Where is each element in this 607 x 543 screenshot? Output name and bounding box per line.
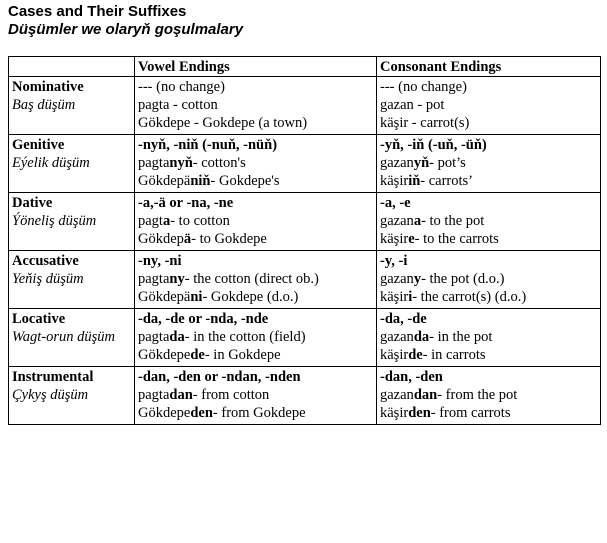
case-cell <box>9 251 135 309</box>
suffix-line: --- (no change) <box>138 79 225 95</box>
example-suffix: y <box>413 271 422 287</box>
example-line <box>380 386 597 404</box>
vowel-endings-cell <box>135 367 377 425</box>
example-stem: Gökdepä <box>138 173 191 189</box>
suffix-line: -da, -de <box>380 311 427 327</box>
cases-table <box>8 56 601 425</box>
consonant-endings-cell <box>377 77 601 135</box>
example-stem: käşir <box>380 347 409 363</box>
example-line <box>138 288 373 306</box>
example-suffix: de <box>408 347 423 363</box>
example-suffix: da <box>169 329 185 345</box>
table-row-locative <box>9 309 601 367</box>
example-suffix: yň <box>413 155 430 171</box>
example-gloss: - from the pot <box>437 387 518 403</box>
example-stem: pagt <box>138 213 163 229</box>
header-case <box>9 57 135 77</box>
example-gloss: - Gokdepe (d.o.) <box>202 289 299 305</box>
example-suffix: den <box>190 405 213 421</box>
example-suffix: dan <box>169 387 193 403</box>
vowel-endings-cell <box>135 309 377 367</box>
example-stem: käşir <box>380 405 409 421</box>
header-vowel-endings: Vowel Endings <box>135 57 377 77</box>
example-suffix: ä <box>183 231 192 247</box>
example-stem: Gökdepä <box>138 289 191 305</box>
example-line: käşir - carrot(s) <box>380 115 470 131</box>
suffix-line: --- (no change) <box>380 79 467 95</box>
example-suffix: a <box>413 213 422 229</box>
case-cell <box>9 135 135 193</box>
example-line <box>138 404 373 422</box>
example-suffix: den <box>408 405 431 421</box>
consonant-endings-cell <box>377 135 601 193</box>
example-gloss: - in the pot <box>429 329 493 345</box>
example-gloss: - the cotton (direct ob.) <box>184 271 319 287</box>
table-row-instrumental <box>9 367 601 425</box>
example-stem: käşir <box>380 289 409 305</box>
example-stem: gazan <box>380 329 414 345</box>
example-suffix: iň <box>408 173 421 189</box>
suffix-line: -nyň, -niň (-nuň, -nüň) <box>138 137 278 153</box>
example-suffix: a <box>162 213 171 229</box>
example-gloss: - to the pot <box>421 213 485 229</box>
suffix-line: -yň, -iň (-uň, -üň) <box>380 137 487 153</box>
case-turkmen-name: Çykyş düşüm <box>12 387 89 403</box>
example-line <box>380 288 597 306</box>
page-subtitle: Düşümler we olaryň goşulmalary <box>8 21 244 38</box>
example-gloss: - the pot (d.o.) <box>421 271 505 287</box>
example-line <box>138 328 373 346</box>
example-line <box>380 328 597 346</box>
table-row-dative <box>9 193 601 251</box>
table-row-nominative <box>9 77 601 135</box>
example-stem: gazan <box>380 155 414 171</box>
example-line <box>380 172 597 190</box>
example-suffix: nyň <box>169 155 193 171</box>
example-stem: gazan <box>380 387 414 403</box>
example-stem: pagta <box>138 155 170 171</box>
example-gloss: - in carrots <box>422 347 486 363</box>
suffix-line: -a,-ä or -na, -ne <box>138 195 234 211</box>
example-stem: pagta <box>138 329 170 345</box>
case-turkmen-name: Ýöneliş düşüm <box>12 213 97 229</box>
example-line <box>138 270 373 288</box>
example-stem: gazan <box>380 271 414 287</box>
example-gloss: - cotton's <box>192 155 246 171</box>
case-name: Nominative <box>12 79 84 95</box>
table-row-genitive <box>9 135 601 193</box>
example-suffix: e <box>408 231 415 247</box>
example-stem: gazan <box>380 213 414 229</box>
suffix-line: -a, -e <box>380 195 411 211</box>
example-line <box>380 404 597 422</box>
case-cell <box>9 367 135 425</box>
case-turkmen-name: Eýelik düşüm <box>12 155 90 171</box>
header-consonant-endings: Consonant Endings <box>377 57 601 77</box>
example-line <box>380 346 597 364</box>
example-stem: pagta <box>138 387 170 403</box>
example-line <box>138 172 373 190</box>
consonant-endings-cell <box>377 251 601 309</box>
consonant-endings-cell <box>377 309 601 367</box>
example-line <box>380 212 597 230</box>
example-gloss: - carrots’ <box>420 173 474 189</box>
example-suffix: dan <box>413 387 438 403</box>
case-cell <box>9 193 135 251</box>
vowel-endings-cell <box>135 77 377 135</box>
example-gloss: - from cotton <box>192 387 270 403</box>
example-line <box>380 154 597 172</box>
example-line <box>138 230 373 248</box>
example-stem: pagta <box>138 271 170 287</box>
case-cell <box>9 309 135 367</box>
example-line <box>380 270 597 288</box>
example-line <box>380 230 597 248</box>
case-turkmen-name: Wagt-orun düşüm <box>12 329 115 345</box>
example-gloss: - in Gokdepe <box>204 347 281 363</box>
example-suffix: ny <box>169 271 185 287</box>
example-gloss: - to cotton <box>170 213 230 229</box>
case-name: Genitive <box>12 137 65 153</box>
case-turkmen-name: Baş düşüm <box>12 97 76 113</box>
example-stem: Gökdep <box>138 231 184 247</box>
example-gloss: - in the cotton (field) <box>184 329 306 345</box>
example-line <box>138 386 373 404</box>
example-stem: Gökdepe <box>138 405 191 421</box>
vowel-endings-cell <box>135 193 377 251</box>
suffix-line: -dan, -den <box>380 369 443 385</box>
suffix-line: -da, -de or -nda, -nde <box>138 311 269 327</box>
example-line <box>138 154 373 172</box>
example-gloss: - to Gokdepe <box>191 231 267 247</box>
example-gloss: - from Gokdepe <box>212 405 306 421</box>
example-line <box>138 346 373 364</box>
case-name: Instrumental <box>12 369 94 385</box>
case-name: Locative <box>12 311 66 327</box>
example-stem: käşir <box>380 231 409 247</box>
example-line: pagta - cotton <box>138 97 218 113</box>
example-stem: Gökdepe <box>138 347 191 363</box>
example-gloss: - to the carrots <box>414 231 499 247</box>
example-gloss: - Gokdepe's <box>210 173 280 189</box>
page-title: Cases and Their Suffixes <box>8 3 187 20</box>
consonant-endings-cell <box>377 367 601 425</box>
example-suffix: da <box>413 329 430 345</box>
suffix-line: -ny, -ni <box>138 253 182 269</box>
example-suffix: de <box>190 347 205 363</box>
case-name: Accusative <box>12 253 79 269</box>
table-header-row <box>9 57 601 77</box>
case-cell <box>9 77 135 135</box>
example-line: gazan - pot <box>380 97 445 113</box>
example-gloss: - the carrot(s) (d.o.) <box>412 289 527 305</box>
example-suffix: ni <box>190 289 203 305</box>
case-name: Dative <box>12 195 53 211</box>
suffix-line: -dan, -den or -ndan, -nden <box>138 369 301 385</box>
case-turkmen-name: Yeňiş düşüm <box>12 271 84 287</box>
example-line: Gökdepe - Gokdepe (a town) <box>138 115 308 131</box>
example-gloss: - from carrots <box>430 405 511 421</box>
vowel-endings-cell <box>135 251 377 309</box>
table-row-accusative <box>9 251 601 309</box>
example-suffix: i <box>408 289 413 305</box>
suffix-line: -y, -i <box>380 253 408 269</box>
example-suffix: niň <box>190 173 211 189</box>
example-gloss: - pot’s <box>429 155 466 171</box>
example-stem: käşir <box>380 173 409 189</box>
example-line <box>138 212 373 230</box>
vowel-endings-cell <box>135 135 377 193</box>
consonant-endings-cell <box>377 193 601 251</box>
